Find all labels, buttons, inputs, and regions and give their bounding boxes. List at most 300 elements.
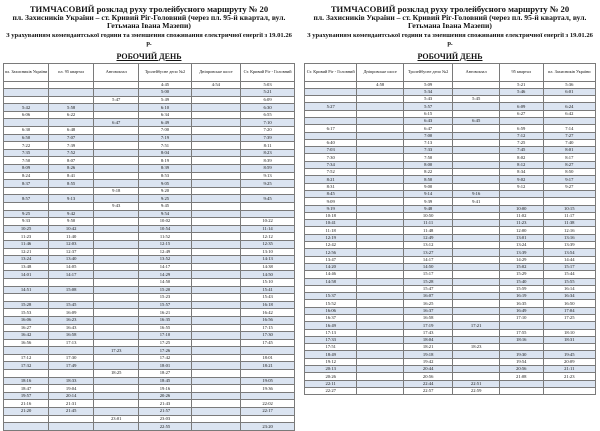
time-cell: 11:46 bbox=[4, 240, 49, 248]
time-cell: 16:18 bbox=[241, 301, 295, 309]
time-cell: 14:46 bbox=[305, 271, 357, 278]
time-cell bbox=[94, 362, 139, 370]
time-cell: 20:56 bbox=[499, 366, 543, 373]
time-cell: 20:26 bbox=[139, 392, 191, 400]
table-row bbox=[305, 117, 596, 124]
time-cell bbox=[499, 117, 543, 124]
time-cell bbox=[357, 263, 404, 270]
time-cell: 14:50 bbox=[241, 271, 295, 279]
time-cell: 7:52 bbox=[305, 169, 357, 176]
time-cell: 9:20 bbox=[139, 187, 191, 195]
time-cell bbox=[49, 423, 94, 431]
time-cell: 15:28 bbox=[403, 278, 452, 285]
time-cell bbox=[49, 96, 94, 104]
time-cell: 8:57 bbox=[4, 195, 49, 203]
time-cell bbox=[241, 203, 295, 211]
time-cell bbox=[453, 315, 500, 322]
time-cell bbox=[191, 195, 240, 203]
time-cell: 8:55 bbox=[49, 180, 94, 188]
schedule-note: З урахуванням комендантської години та зменшення споживання електричної енергії з 19.01.26 р. bbox=[307, 31, 593, 47]
time-cell: 16:37 bbox=[305, 315, 357, 322]
time-cell bbox=[191, 332, 240, 340]
time-cell bbox=[241, 210, 295, 218]
time-cell bbox=[94, 385, 139, 393]
time-cell: 8:24 bbox=[4, 172, 49, 180]
time-cell: 10:42 bbox=[49, 225, 94, 233]
time-cell: 7:50 bbox=[4, 157, 49, 165]
time-cell: 7:07 bbox=[49, 134, 94, 142]
time-cell: 9:39 bbox=[403, 198, 452, 205]
time-cell bbox=[453, 242, 500, 249]
time-cell: 22:59 bbox=[453, 387, 500, 394]
time-cell: 16:09 bbox=[49, 309, 94, 317]
time-cell bbox=[357, 322, 404, 329]
time-cell: 21:23 bbox=[543, 373, 595, 380]
time-cell: 18:49 bbox=[305, 351, 357, 358]
time-cell bbox=[191, 187, 240, 195]
time-cell: 13:48 bbox=[4, 263, 49, 271]
time-cell: 4:45 bbox=[139, 81, 191, 89]
time-cell: 9:25 bbox=[241, 180, 295, 188]
time-cell: 23:01 bbox=[94, 415, 139, 423]
time-cell bbox=[191, 157, 240, 165]
table-row bbox=[4, 347, 295, 355]
time-cell bbox=[191, 324, 240, 332]
time-cell: 17:42 bbox=[139, 354, 191, 362]
time-cell bbox=[453, 234, 500, 241]
time-cell bbox=[49, 119, 94, 127]
time-cell: 7:35 bbox=[4, 149, 49, 157]
time-cell: 17:26 bbox=[139, 347, 191, 355]
time-cell: 6:22 bbox=[49, 111, 94, 119]
time-cell: 7:39 bbox=[49, 142, 94, 150]
table-row bbox=[305, 249, 596, 256]
time-cell: 11:40 bbox=[49, 233, 94, 241]
table-row bbox=[305, 198, 596, 205]
time-cell: 15:17 bbox=[403, 271, 452, 278]
time-cell: 17:55 bbox=[499, 329, 543, 336]
table-row bbox=[4, 119, 295, 127]
time-cell bbox=[191, 210, 240, 218]
time-cell: 14:58 bbox=[305, 278, 357, 285]
column-header: Автовокзал bbox=[453, 63, 500, 81]
route-description: пл. Захисників України – ст. Кривий Ріг-Головний (через пл. 95-й квартал, вул. Гетьмана Івана Мазепи) bbox=[12, 12, 286, 30]
time-cell bbox=[49, 347, 94, 355]
time-cell: 9:27 bbox=[543, 183, 595, 190]
time-cell: 22:17 bbox=[241, 408, 295, 416]
time-cell: 6:15 bbox=[403, 110, 452, 117]
time-cell: 19:05 bbox=[241, 377, 295, 385]
time-cell: 14:17 bbox=[49, 271, 94, 279]
time-cell: 17:25 bbox=[139, 339, 191, 347]
time-cell bbox=[94, 309, 139, 317]
time-cell bbox=[241, 392, 295, 400]
time-cell: 7:40 bbox=[543, 139, 595, 146]
column-header: Тролейбусне депо №2 bbox=[139, 63, 191, 81]
time-cell: 5:27 bbox=[305, 103, 357, 110]
time-cell bbox=[453, 183, 500, 190]
time-cell: 16:14 bbox=[543, 285, 595, 292]
time-cell: 18:04 bbox=[403, 336, 452, 343]
time-cell: 6:49 bbox=[139, 119, 191, 127]
time-cell: 12:37 bbox=[49, 248, 94, 256]
table-row bbox=[4, 286, 295, 294]
time-cell bbox=[191, 180, 240, 188]
time-cell: 18:25 bbox=[94, 370, 139, 378]
table-row bbox=[4, 354, 295, 362]
time-cell bbox=[499, 198, 543, 205]
time-cell bbox=[191, 172, 240, 180]
time-cell bbox=[4, 423, 49, 431]
time-cell bbox=[4, 89, 49, 97]
time-cell: 7:45 bbox=[499, 147, 543, 154]
time-cell: 18:10 bbox=[543, 329, 595, 336]
time-cell: 6:55 bbox=[241, 111, 295, 119]
time-cell bbox=[305, 117, 357, 124]
time-cell bbox=[357, 380, 404, 387]
time-cell bbox=[499, 190, 543, 197]
time-cell: 7:22 bbox=[4, 142, 49, 150]
time-cell bbox=[191, 271, 240, 279]
time-cell: 14:50 bbox=[139, 278, 191, 286]
time-cell: 7:13 bbox=[403, 139, 452, 146]
time-cell: 8:21 bbox=[305, 176, 357, 183]
time-cell: 14:13 bbox=[241, 256, 295, 264]
table-row bbox=[305, 387, 596, 394]
table-row bbox=[4, 392, 295, 400]
time-cell: 9:02 bbox=[499, 176, 543, 183]
time-cell bbox=[453, 212, 500, 219]
time-cell: 11:11 bbox=[403, 220, 452, 227]
time-cell bbox=[357, 344, 404, 351]
time-cell: 6:50 bbox=[4, 134, 49, 142]
time-cell: 11:52 bbox=[139, 233, 191, 241]
time-cell bbox=[4, 347, 49, 355]
table-row bbox=[305, 285, 596, 292]
time-cell: 8:41 bbox=[49, 172, 94, 180]
table-row bbox=[4, 142, 295, 150]
time-cell: 8:22 bbox=[403, 169, 452, 176]
time-cell: 16:49 bbox=[305, 322, 357, 329]
table-row bbox=[4, 316, 295, 324]
time-cell: 11:14 bbox=[241, 225, 295, 233]
time-cell bbox=[4, 294, 49, 302]
time-cell: 8:39 bbox=[139, 165, 191, 173]
time-cell: 13:54 bbox=[543, 249, 595, 256]
time-cell: 4:54 bbox=[191, 81, 240, 89]
time-cell bbox=[191, 233, 240, 241]
time-cell bbox=[94, 127, 139, 135]
table-row bbox=[4, 165, 295, 173]
time-cell bbox=[94, 240, 139, 248]
time-cell bbox=[191, 263, 240, 271]
time-cell bbox=[453, 220, 500, 227]
time-cell: 9:14 bbox=[403, 190, 452, 197]
time-cell: 16:55 bbox=[139, 324, 191, 332]
time-cell: 13:40 bbox=[49, 256, 94, 264]
table-row bbox=[305, 351, 596, 358]
time-cell bbox=[94, 172, 139, 180]
table-row bbox=[305, 322, 596, 329]
time-cell: 7:12 bbox=[499, 132, 543, 139]
time-cell bbox=[191, 294, 240, 302]
time-cell: 7:52 bbox=[49, 149, 94, 157]
time-cell: 18:21 bbox=[403, 344, 452, 351]
time-cell bbox=[453, 271, 500, 278]
time-cell bbox=[499, 344, 543, 351]
time-cell bbox=[94, 377, 139, 385]
time-cell bbox=[94, 263, 139, 271]
time-cell: 7:39 bbox=[241, 134, 295, 142]
time-cell: 16:56 bbox=[4, 339, 49, 347]
time-cell: 6:27 bbox=[499, 110, 543, 117]
time-cell: 9:42 bbox=[49, 210, 94, 218]
time-cell: 22:02 bbox=[241, 400, 295, 408]
schedule-title: ТИМЧАСОВИЙ розклад руху тролейбусного маршруту № 20 bbox=[330, 4, 570, 14]
time-cell bbox=[453, 293, 500, 300]
table-row bbox=[4, 408, 295, 416]
time-cell bbox=[191, 415, 240, 423]
table-row bbox=[4, 423, 295, 431]
time-cell: 13:47 bbox=[305, 256, 357, 263]
time-cell: 5:34 bbox=[403, 88, 452, 95]
day-type-heading: РОБОЧИЙ ДЕНЬ bbox=[417, 51, 483, 61]
time-cell bbox=[357, 169, 404, 176]
time-cell bbox=[241, 347, 295, 355]
time-cell: 6:01 bbox=[543, 88, 595, 95]
time-cell: 12:49 bbox=[403, 234, 452, 241]
table-row bbox=[4, 104, 295, 112]
table-row bbox=[4, 240, 295, 248]
time-cell bbox=[191, 423, 240, 431]
time-cell: 16:42 bbox=[4, 332, 49, 340]
time-cell: 7:03 bbox=[305, 147, 357, 154]
time-cell: 11:18 bbox=[305, 227, 357, 234]
time-cell: 13:24 bbox=[499, 242, 543, 249]
time-cell: 17:10 bbox=[139, 332, 191, 340]
time-cell: 12:03 bbox=[49, 240, 94, 248]
time-cell bbox=[191, 370, 240, 378]
time-cell bbox=[94, 316, 139, 324]
time-cell bbox=[357, 205, 404, 212]
time-cell bbox=[49, 294, 94, 302]
time-cell: 17:12 bbox=[4, 354, 49, 362]
time-cell bbox=[49, 203, 94, 211]
time-cell: 6:06 bbox=[4, 111, 49, 119]
time-cell: 9:17 bbox=[543, 176, 595, 183]
time-cell: 16:43 bbox=[49, 324, 94, 332]
time-cell: 19:16 bbox=[139, 385, 191, 393]
time-cell: 15:23 bbox=[139, 294, 191, 302]
time-cell bbox=[191, 309, 240, 317]
time-cell: 20:13 bbox=[305, 366, 357, 373]
time-cell: 13:10 bbox=[241, 248, 295, 256]
table-row bbox=[4, 127, 295, 135]
time-cell: 6:42 bbox=[543, 110, 595, 117]
time-cell: 20:14 bbox=[49, 392, 94, 400]
time-cell bbox=[453, 358, 500, 365]
time-cell bbox=[357, 329, 404, 336]
time-cell: 17:23 bbox=[94, 347, 139, 355]
time-cell: 17:33 bbox=[305, 336, 357, 343]
time-cell bbox=[453, 263, 500, 270]
time-cell: 11:48 bbox=[403, 227, 452, 234]
time-cell: 6:24 bbox=[543, 103, 595, 110]
table-row bbox=[305, 88, 596, 95]
column-header: Ст. Кривий Ріг - Головний bbox=[305, 63, 357, 81]
time-cell: 15:10 bbox=[241, 278, 295, 286]
time-cell bbox=[191, 286, 240, 294]
time-cell: 6:47 bbox=[94, 119, 139, 127]
table-row bbox=[305, 147, 596, 154]
time-cell: 16:49 bbox=[499, 307, 543, 314]
table-row bbox=[4, 248, 295, 256]
time-cell: 8:31 bbox=[305, 183, 357, 190]
time-cell: 8:17 bbox=[543, 154, 595, 161]
time-cell bbox=[4, 370, 49, 378]
time-cell: 15:29 bbox=[499, 271, 543, 278]
time-cell bbox=[94, 339, 139, 347]
time-cell: 13:27 bbox=[403, 249, 452, 256]
time-cell: 15:37 bbox=[305, 293, 357, 300]
time-cell bbox=[94, 332, 139, 340]
time-cell bbox=[357, 88, 404, 95]
table-row bbox=[4, 256, 295, 264]
time-cell: 6:45 bbox=[453, 117, 500, 124]
column-header: пл. 95 квартал bbox=[49, 63, 94, 81]
time-cell: 9:19 bbox=[305, 205, 357, 212]
time-cell bbox=[191, 111, 240, 119]
time-cell: 15:20 bbox=[139, 286, 191, 294]
time-cell bbox=[191, 218, 240, 226]
time-cell: 17:13 bbox=[305, 329, 357, 336]
time-cell: 16:07 bbox=[403, 293, 452, 300]
time-cell: 16:06 bbox=[305, 307, 357, 314]
time-cell bbox=[191, 377, 240, 385]
table-row bbox=[4, 89, 295, 97]
time-cell: 15:55 bbox=[543, 278, 595, 285]
time-cell bbox=[241, 370, 295, 378]
time-cell: 19:36 bbox=[241, 385, 295, 393]
time-cell bbox=[191, 339, 240, 347]
column-header: Ст. Кривий Ріг - Головний bbox=[241, 63, 295, 81]
time-cell bbox=[305, 81, 357, 88]
time-cell: 7:34 bbox=[305, 161, 357, 168]
schedule-title: ТИМЧАСОВИЙ розклад руху тролейбусного маршруту № 20 bbox=[29, 4, 269, 14]
time-cell: 17:04 bbox=[543, 307, 595, 314]
time-cell bbox=[357, 190, 404, 197]
time-cell bbox=[49, 81, 94, 89]
time-cell bbox=[453, 336, 500, 343]
time-cell: 5:45 bbox=[453, 96, 500, 103]
time-cell: 9:13 bbox=[49, 195, 94, 203]
time-cell bbox=[191, 385, 240, 393]
time-cell bbox=[543, 387, 595, 394]
time-cell: 7:50 bbox=[403, 154, 452, 161]
time-cell bbox=[191, 408, 240, 416]
time-cell: 14:17 bbox=[403, 256, 452, 263]
time-cell: 8:23 bbox=[241, 149, 295, 157]
time-cell: 5:47 bbox=[94, 96, 139, 104]
table-row bbox=[305, 81, 596, 88]
time-cell bbox=[94, 408, 139, 416]
time-cell: 6:59 bbox=[499, 125, 543, 132]
time-cell bbox=[94, 294, 139, 302]
time-cell: 7:20 bbox=[241, 127, 295, 135]
time-cell bbox=[543, 198, 595, 205]
time-cell: 9:25 bbox=[4, 210, 49, 218]
time-cell: 12:21 bbox=[4, 248, 49, 256]
time-cell: 16:34 bbox=[543, 293, 595, 300]
time-cell: 16:37 bbox=[403, 307, 452, 314]
time-cell: 18:33 bbox=[49, 377, 94, 385]
time-cell bbox=[94, 256, 139, 264]
time-cell: 21:11 bbox=[543, 366, 595, 373]
time-cell: 12:56 bbox=[305, 249, 357, 256]
time-cell: 11:23 bbox=[499, 220, 543, 227]
time-cell: 12:19 bbox=[305, 234, 357, 241]
time-cell bbox=[4, 119, 49, 127]
time-cell: 14:44 bbox=[543, 256, 595, 263]
time-cell: 8:11 bbox=[241, 142, 295, 150]
time-cell: 6:09 bbox=[241, 96, 295, 104]
table-row bbox=[4, 294, 295, 302]
time-cell bbox=[453, 300, 500, 307]
time-cell bbox=[357, 154, 404, 161]
time-cell bbox=[357, 358, 404, 365]
time-cell: 19:45 bbox=[543, 351, 595, 358]
time-cell: 8:34 bbox=[499, 169, 543, 176]
time-cell bbox=[357, 249, 404, 256]
time-cell: 12:16 bbox=[543, 227, 595, 234]
time-cell: 7:51 bbox=[139, 142, 191, 150]
time-cell: 9:50 bbox=[49, 218, 94, 226]
time-cell bbox=[191, 392, 240, 400]
time-cell: 14:50 bbox=[403, 263, 452, 270]
schedule-outbound bbox=[3, 5, 295, 431]
time-cell: 9:12 bbox=[499, 183, 543, 190]
time-cell: 19:04 bbox=[49, 385, 94, 393]
time-cell: 19:54 bbox=[499, 358, 543, 365]
time-cell: 17:30 bbox=[49, 354, 94, 362]
time-cell: 11:17 bbox=[543, 212, 595, 219]
time-cell: 10:50 bbox=[403, 212, 452, 219]
time-cell: 20:44 bbox=[403, 366, 452, 373]
time-cell bbox=[94, 248, 139, 256]
table-row bbox=[4, 225, 295, 233]
time-cell: 9:45 bbox=[241, 195, 295, 203]
time-cell bbox=[191, 119, 240, 127]
time-cell: 11:38 bbox=[543, 220, 595, 227]
time-cell: 8:07 bbox=[49, 157, 94, 165]
table-row bbox=[4, 180, 295, 188]
time-cell: 23:20 bbox=[241, 423, 295, 431]
time-cell bbox=[191, 248, 240, 256]
time-cell: 7:19 bbox=[139, 134, 191, 142]
time-cell: 18:31 bbox=[543, 336, 595, 343]
time-cell: 12:12 bbox=[241, 233, 295, 241]
time-cell: 18:16 bbox=[4, 377, 49, 385]
time-cell bbox=[305, 132, 357, 139]
time-cell bbox=[305, 88, 357, 95]
time-cell: 15:44 bbox=[543, 271, 595, 278]
time-cell bbox=[191, 316, 240, 324]
time-cell: 9:45 bbox=[139, 203, 191, 211]
time-cell: 6:30 bbox=[4, 127, 49, 135]
time-cell: 8:37 bbox=[4, 180, 49, 188]
time-cell: 14:51 bbox=[4, 286, 49, 294]
time-cell bbox=[49, 415, 94, 423]
